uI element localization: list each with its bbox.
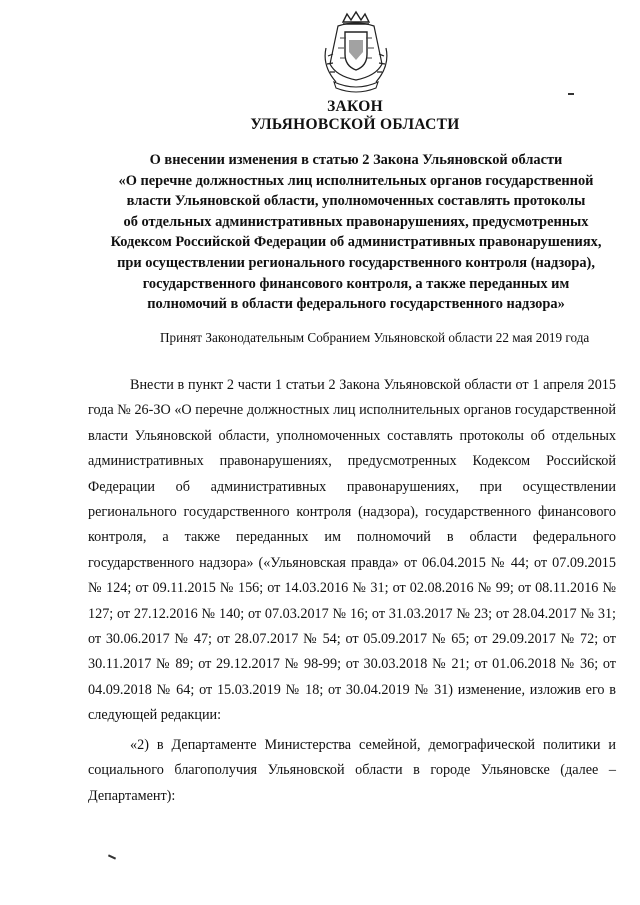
coat-of-arms-icon [316,8,396,94]
subject-line: власти Ульяновской области, уполномоченных составлять протоколы [126,193,586,210]
subject-line: «О перечне должностных лиц исполнительных органов государственной [118,172,594,189]
subject-line: государственного финансового контроля, а также переданных им [142,275,570,292]
body-paragraph: Внести в пункт 2 части 1 статьи 2 Закона Ульяновской области от 1 апреля 2015 года № 26-ЗО «О перечне должностных лиц исполнительных органов государственной власти Ульяновской области, уполномоченных составлять протоколы об отдельных административных правонарушениях, предусмотренных Кодексом Российской Федерации об административных правонарушениях, при осуществлении регионального государственного контроля (надзора), государственного финансового контроля, а также переданных им полномочий в области федерального государственного надзора» («Ульяновская правда» от 06.04.2015 № 44; от 07.09.2015 № 124; от 09.11.2015 № 156; от 14.03.2016 № 31; от 02.08.2016 № 99; от 08.11.2016 № 127; от 27.12.2016 № 140; от 07.03.2017 № 16; от 31.03.2017 № 23; от 28.04.2017 № 31; от 30.06.2017 № 47; от 28.07.2017 № 54; от 05.09.2017 № 65; от 29.09.2017 № 72; от 30.11.2017 № 89; от 29.12.2017 № 98-99; от 30.03.2018 № 21; от 01.06.2018 № 36; от 04.09.2018 № 64; от 15.03.2019 № 18; от 30.04.2019 № 31) изменение, изложив его в следующей редакции: [88,377,616,724]
law-title-line1: ЗАКОН [327,98,383,115]
subject-line: об отдельных административных правонарушениях, предусмотренных [123,213,589,230]
law-body [88,373,616,809]
subject-line: О внесении изменения в статью 2 Закона Ульяновской области [149,152,563,168]
law-title-line2: УЛЬЯНОВСКОЙ ОБЛАСТИ [250,116,460,133]
subject-line: при осуществлении регионального государственного контроля (надзора), [117,254,595,271]
law-subject [96,150,616,315]
subject-line: полномочий в области федерального государственного надзора» [147,296,565,313]
subject-line: Кодексом Российской Федерации об административных правонарушениях, [110,234,602,251]
scan-mark [568,93,574,95]
body-paragraph: «2) в Департаменте Министерства семейной, демографической политики и социального благополучия Ульяновской области в городе Ульяновске (далее – Департамент): [88,736,616,804]
scan-mark [108,854,116,859]
adoption-note: Принят Законодательным Собранием Ульяновской области 22 мая 2019 года [160,330,590,345]
